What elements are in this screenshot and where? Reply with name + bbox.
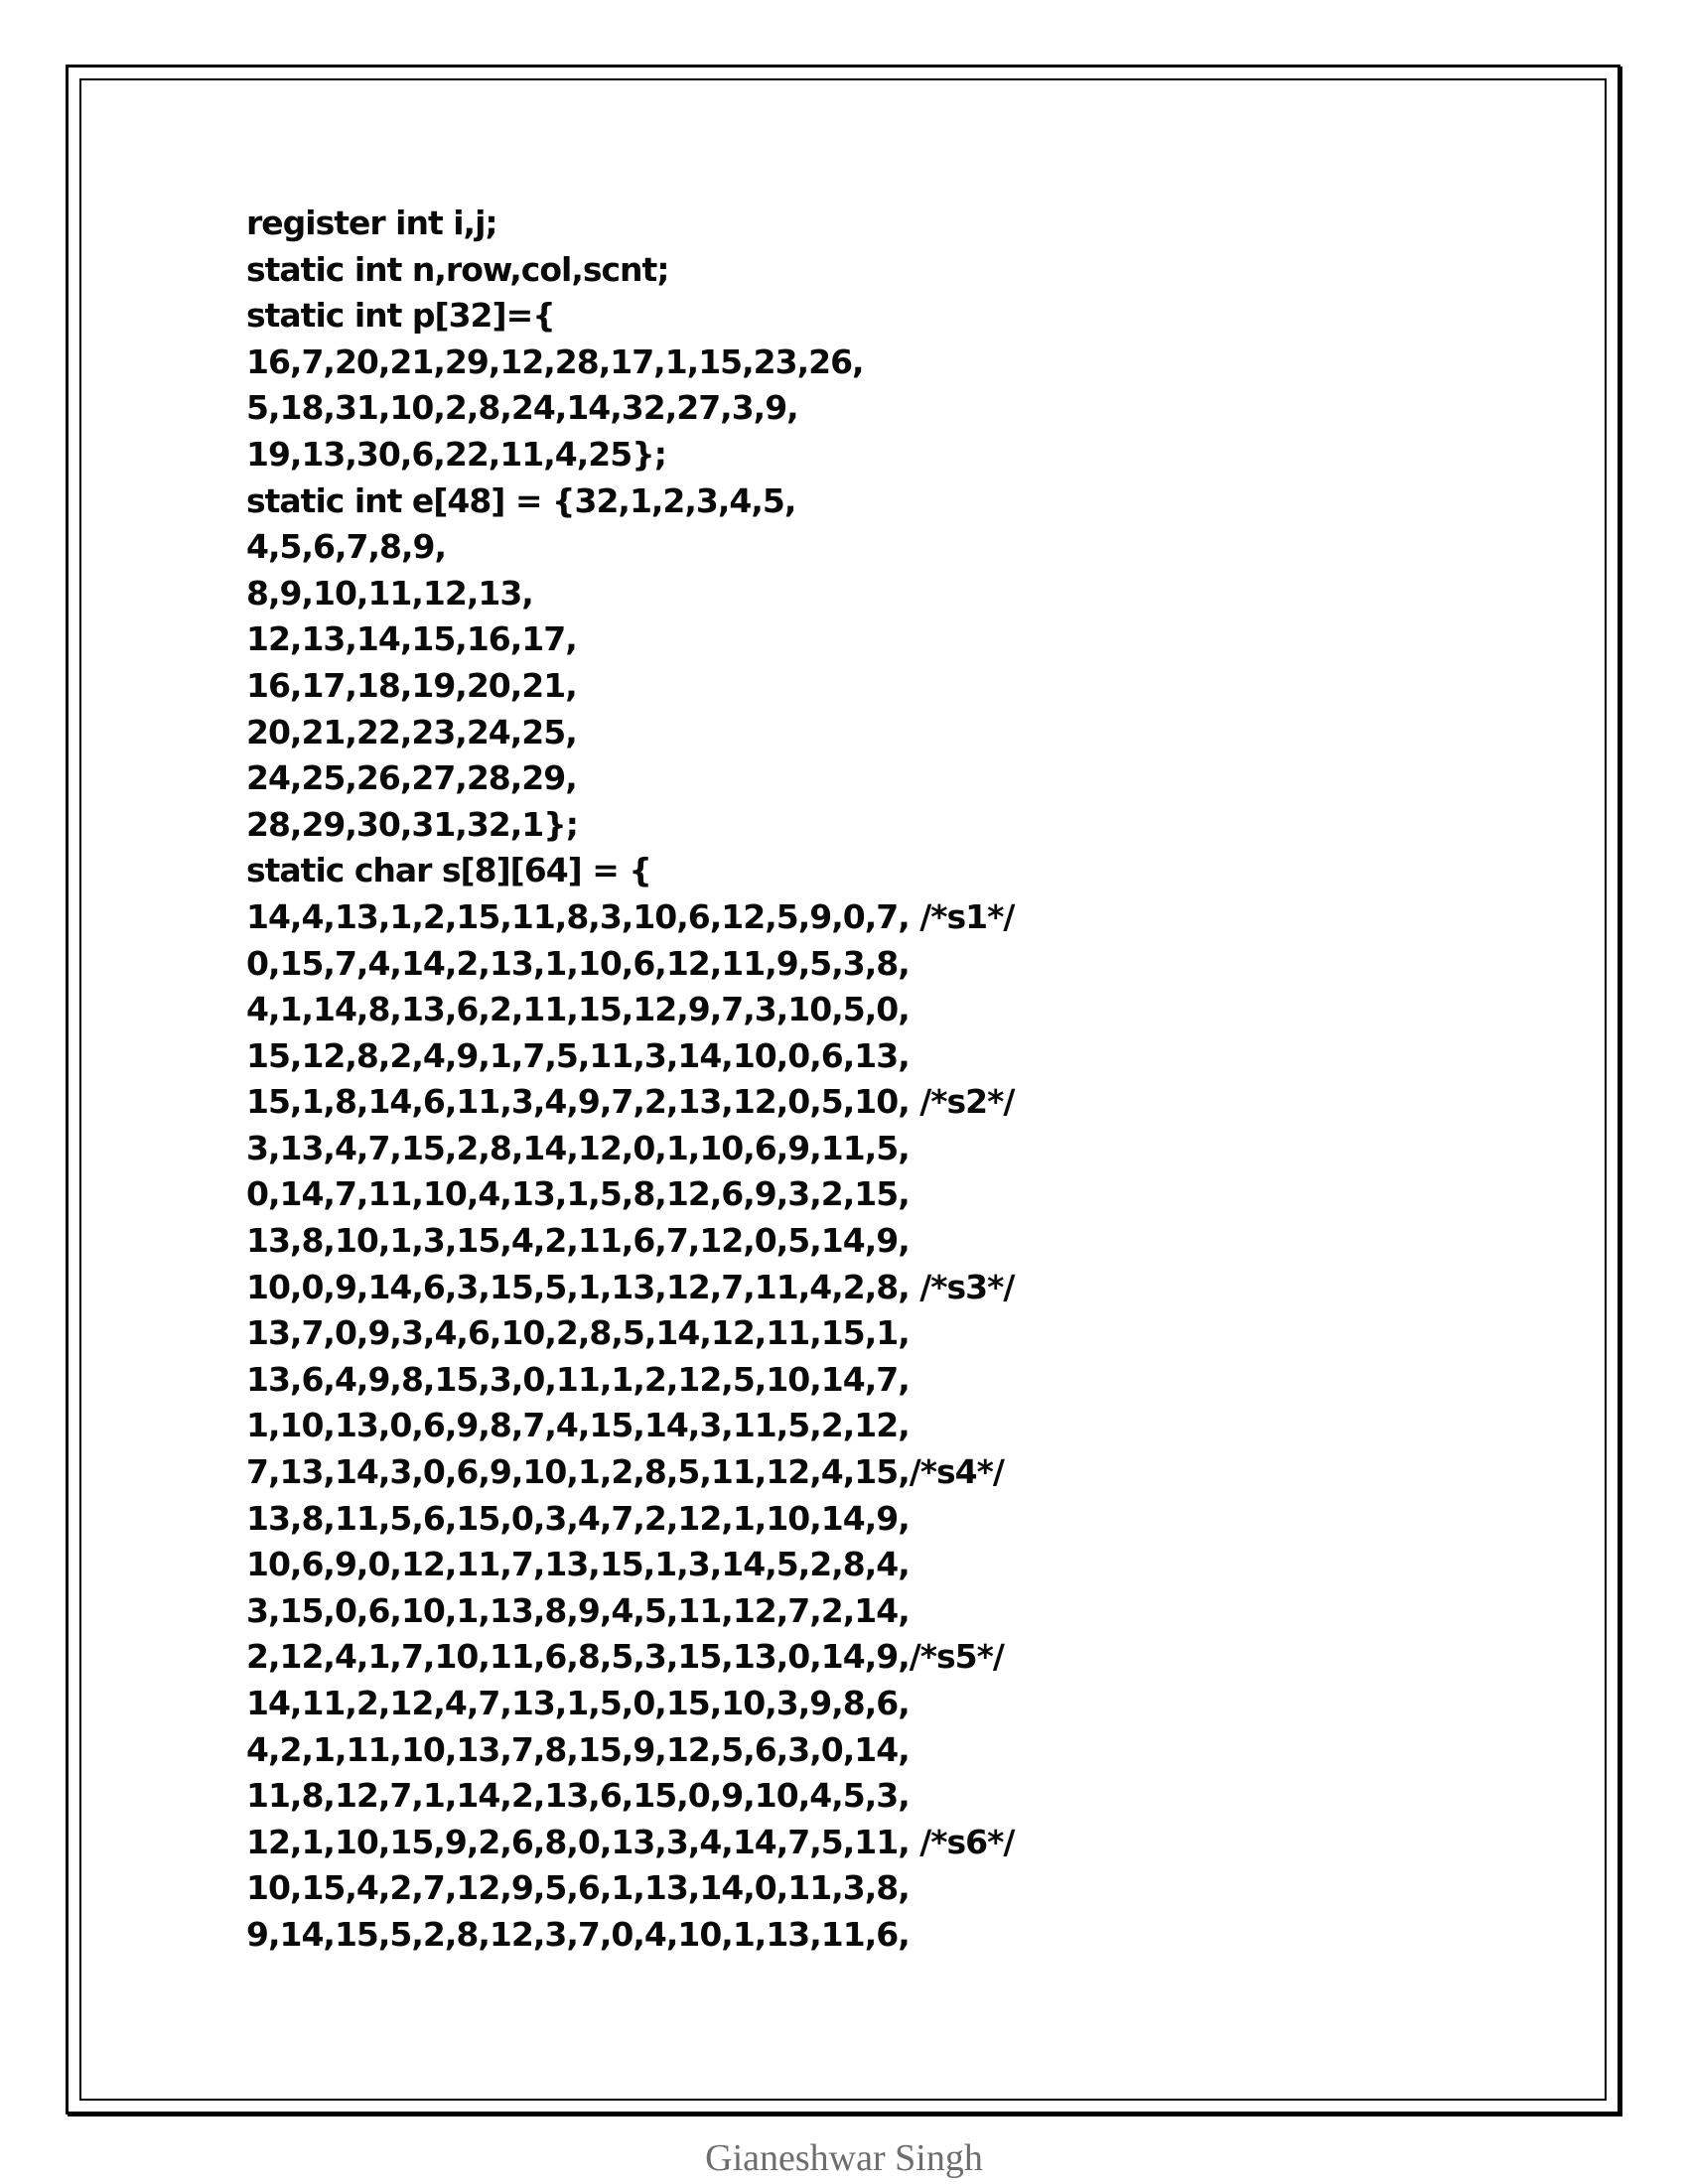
code-line: 13,7,0,9,3,4,6,10,2,8,5,14,12,11,15,1, (246, 1313, 910, 1353)
code-line: 3,13,4,7,15,2,8,14,12,0,1,10,6,9,11,5, (246, 1128, 910, 1167)
code-line: static int n,row,col,scnt; (246, 249, 669, 289)
code-block (246, 201, 1537, 1959)
code-line: 16,7,20,21,29,12,28,17,1,15,23,26, (246, 341, 864, 381)
code-line: 24,25,26,27,28,29, (246, 758, 577, 798)
code-line: 4,2,1,11,10,13,7,8,15,9,12,5,6,3,0,14, (246, 1729, 910, 1769)
code-line: 13,6,4,9,8,15,3,0,11,1,2,12,5,10,14,7, (246, 1359, 910, 1399)
code-line: 28,29,30,31,32,1}; (246, 804, 578, 844)
code-line: 12,13,14,15,16,17, (246, 619, 577, 659)
code-line: 5,18,31,10,2,8,24,14,32,27,3,9, (246, 388, 798, 428)
code-line: 15,12,8,2,4,9,1,7,5,11,3,14,10,0,6,13, (246, 1035, 910, 1075)
code-line: 15,1,8,14,6,11,3,4,9,7,2,13,12,0,5,10, /*s2*/ (246, 1082, 1015, 1122)
code-line: 12,1,10,15,9,2,6,8,0,13,3,4,14,7,5,11, /*s6*/ (246, 1822, 1015, 1861)
code-line: 19,13,30,6,22,11,4,25}; (246, 434, 666, 474)
code-line: 10,15,4,2,7,12,9,5,6,1,13,14,0,11,3,8, (246, 1868, 910, 1908)
code-line: static int p[32]={ (246, 296, 555, 336)
code-line: 2,12,4,1,7,10,11,6,8,5,3,15,13,0,14,9,/*s5*/ (246, 1637, 1004, 1677)
code-line: 16,17,18,19,20,21, (246, 665, 577, 705)
code-line: 14,11,2,12,4,7,13,1,5,0,15,10,3,9,8,6, (246, 1684, 910, 1722)
code-line: 13,8,11,5,6,15,0,3,4,7,2,12,1,10,14,9, (246, 1498, 910, 1538)
code-line: 3,15,0,6,10,1,13,8,9,4,5,11,12,7,2,14, (246, 1590, 910, 1630)
code-line: 13,8,10,1,3,15,4,2,11,6,7,12,0,5,14,9, (246, 1221, 910, 1261)
code-line: 8,9,10,11,12,13, (246, 573, 533, 613)
footer-author: Gianeshwar Singh (705, 2137, 983, 2179)
code-line: 11,8,12,7,1,14,2,13,6,15,0,9,10,4,5,3, (246, 1776, 910, 1816)
code-line: 7,13,14,3,0,6,9,10,1,2,8,5,11,12,4,15,/*s4*/ (246, 1452, 1004, 1492)
code-line: static int e[48] = {32,1,2,3,4,5, (246, 480, 796, 520)
code-line: 0,14,7,11,10,4,13,1,5,8,12,6,9,3,2,15, (246, 1174, 910, 1214)
code-line: 9,14,15,5,2,8,12,3,7,0,4,10,1,13,11,6, (246, 1914, 910, 1954)
code-line: 10,0,9,14,6,3,15,5,1,13,12,7,11,4,2,8, /*s3*/ (246, 1267, 1015, 1306)
code-line: 4,5,6,7,8,9, (246, 527, 446, 567)
code-line: static char s[8][64] = { (246, 851, 651, 890)
code-line: 0,15,7,4,14,2,13,1,10,6,12,11,9,5,3,8, (246, 943, 910, 983)
code-line: 10,6,9,0,12,11,7,13,15,1,3,14,5,2,8,4, (246, 1545, 910, 1584)
code-line: 14,4,13,1,2,15,11,8,3,10,6,12,5,9,0,7, /*s1*/ (246, 896, 1015, 936)
code-line: 1,10,13,0,6,9,8,7,4,15,14,3,11,5,2,12, (246, 1406, 910, 1445)
code-line: 20,21,22,23,24,25, (246, 712, 577, 751)
code-line: 4,1,14,8,13,6,2,11,15,12,9,7,3,10,5,0, (246, 990, 910, 1029)
code-line: register int i,j; (246, 204, 497, 242)
